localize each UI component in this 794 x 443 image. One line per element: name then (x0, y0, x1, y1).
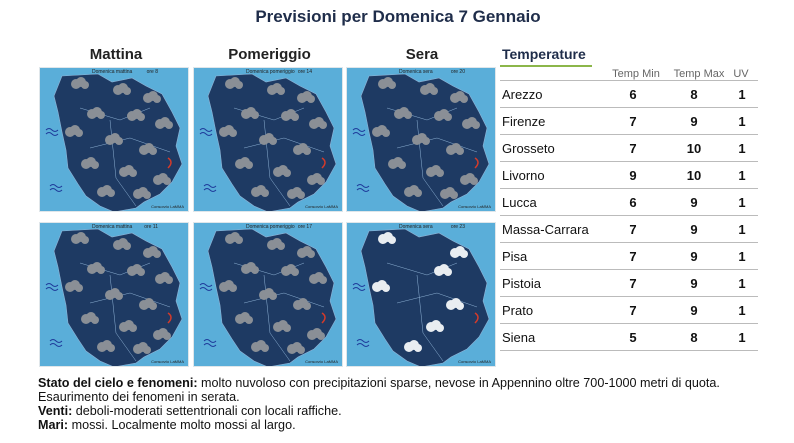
map-credit: Consorzio LaMMA (151, 359, 184, 364)
sea-wave-icon (204, 340, 216, 347)
forecast-map-morning-1 (39, 67, 189, 212)
map-label: Domenica mattina (92, 69, 133, 75)
map-label: Domenica sera (399, 224, 433, 230)
page-title: Previsioni per Domenica 7 Gennaio (255, 7, 541, 26)
city-cell: Arezzo (500, 81, 604, 108)
table-row (500, 243, 758, 270)
land-shape (361, 229, 489, 367)
tuscany-map-graphic (347, 223, 496, 367)
temp-max-cell: 9 (662, 216, 726, 243)
map-time: ore 17 (297, 224, 312, 230)
temperature-heading: Temperature (502, 46, 586, 62)
temp-min-cell: 7 (604, 297, 662, 324)
tuscany-map-graphic (194, 223, 343, 367)
sea-text: mossi. Localmente molto mossi al largo. (68, 418, 296, 432)
table-row (500, 189, 758, 216)
map-credit: Consorzio LaMMA (305, 204, 338, 209)
heading-underline (500, 65, 592, 67)
temp-min-cell: 7 (604, 108, 662, 135)
map-time: ore 11 (144, 224, 158, 230)
table-row (500, 324, 758, 351)
table-row (500, 162, 758, 189)
city-cell: Firenze (500, 108, 604, 135)
temp-min-cell: 7 (604, 135, 662, 162)
sea-wave-icon (46, 129, 58, 136)
header-temp-min: Temp Min (612, 68, 660, 80)
map-credit: Consorzio LaMMA (458, 359, 491, 364)
temp-max-cell: 9 (662, 297, 726, 324)
wind-text: deboli-moderati settentrionali con locali raffiche. (72, 404, 342, 418)
temp-max-cell: 8 (662, 81, 726, 108)
uv-cell: 1 (726, 135, 758, 162)
temp-max-cell: 8 (662, 324, 726, 351)
column-heading-evening: Sera (405, 46, 439, 63)
temp-max-cell: 9 (662, 189, 726, 216)
city-cell: Pisa (500, 243, 604, 270)
city-cell: Livorno (500, 162, 604, 189)
sea-paragraph (38, 418, 758, 432)
map-label: Domenica pomeriggio (246, 224, 295, 230)
sky-paragraph (38, 376, 758, 404)
tuscany-map-graphic (347, 68, 496, 212)
sea-wave-icon (50, 185, 62, 192)
uv-cell: 1 (726, 81, 758, 108)
map-credit: Consorzio LaMMA (458, 204, 491, 209)
header-uv: UV (733, 68, 749, 80)
sea-wave-icon (200, 129, 212, 136)
temp-max-cell: 10 (662, 135, 726, 162)
uv-cell: 1 (726, 297, 758, 324)
sea-wave-icon (50, 340, 62, 347)
city-cell: Prato (500, 297, 604, 324)
sea-wave-icon (200, 284, 212, 291)
wind-paragraph (38, 404, 758, 418)
map-time: ore 23 (450, 224, 465, 230)
table-row (500, 216, 758, 243)
table-row (500, 270, 758, 297)
temp-max-cell: 9 (662, 108, 726, 135)
sea-wave-icon (353, 129, 365, 136)
table-row (500, 135, 758, 162)
uv-cell: 1 (726, 270, 758, 297)
column-heading-afternoon: Pomeriggio (228, 46, 311, 63)
map-time: ore 8 (146, 69, 158, 75)
sea-wave-icon (353, 284, 365, 291)
temp-max-cell: 9 (662, 270, 726, 297)
tuscany-map-graphic (40, 223, 189, 367)
city-cell: Massa-Carrara (500, 216, 604, 243)
table-row (500, 81, 758, 108)
forecast-description (38, 376, 758, 432)
temp-min-cell: 7 (604, 243, 662, 270)
map-label: Domenica mattina (92, 224, 133, 230)
temp-max-cell: 9 (662, 243, 726, 270)
temp-min-cell: 7 (604, 216, 662, 243)
temp-min-cell: 5 (604, 324, 662, 351)
sea-wave-icon (46, 284, 58, 291)
temp-max-cell: 10 (662, 162, 726, 189)
table-row (500, 108, 758, 135)
uv-cell: 1 (726, 324, 758, 351)
uv-cell: 1 (726, 189, 758, 216)
header-temp-max: Temp Max (673, 68, 725, 80)
uv-cell: 1 (726, 162, 758, 189)
uv-cell: 1 (726, 108, 758, 135)
temp-min-cell: 7 (604, 270, 662, 297)
forecast-map-afternoon-2 (193, 222, 343, 367)
temp-min-cell: 9 (604, 162, 662, 189)
sea-label: Mari: (38, 418, 69, 432)
forecast-map-evening-1 (346, 67, 496, 212)
temperature-table (500, 80, 758, 351)
sea-wave-icon (357, 340, 369, 347)
sea-wave-icon (204, 185, 216, 192)
sea-wave-icon (357, 185, 369, 192)
city-cell: Pistoia (500, 270, 604, 297)
forecast-map-morning-2 (39, 222, 189, 367)
sky-text: molto nuvoloso con precipitazioni sparse, nevose in Appennino oltre 700-1000 metri di quota. Esaurimento dei fenomeni in serata. (38, 376, 720, 404)
forecast-map-evening-2 (346, 222, 496, 367)
city-cell: Lucca (500, 189, 604, 216)
uv-cell: 1 (726, 216, 758, 243)
forecast-map-afternoon-1 (193, 67, 343, 212)
city-cell: Grosseto (500, 135, 604, 162)
city-cell: Siena (500, 324, 604, 351)
map-time: ore 14 (297, 69, 312, 75)
map-credit: Consorzio LaMMA (305, 359, 338, 364)
temp-min-cell: 6 (604, 81, 662, 108)
table-row (500, 297, 758, 324)
tuscany-map-graphic (40, 68, 189, 212)
map-label: Domenica pomeriggio (246, 69, 295, 75)
column-heading-morning: Mattina (89, 46, 143, 63)
sky-label: Stato del cielo e fenomeni: (38, 376, 198, 390)
map-credit: Consorzio LaMMA (151, 204, 184, 209)
wind-label: Venti: (38, 404, 73, 418)
map-time: ore 20 (450, 69, 465, 75)
map-label: Domenica sera (399, 69, 433, 75)
temp-min-cell: 6 (604, 189, 662, 216)
uv-cell: 1 (726, 243, 758, 270)
tuscany-map-graphic (194, 68, 343, 212)
